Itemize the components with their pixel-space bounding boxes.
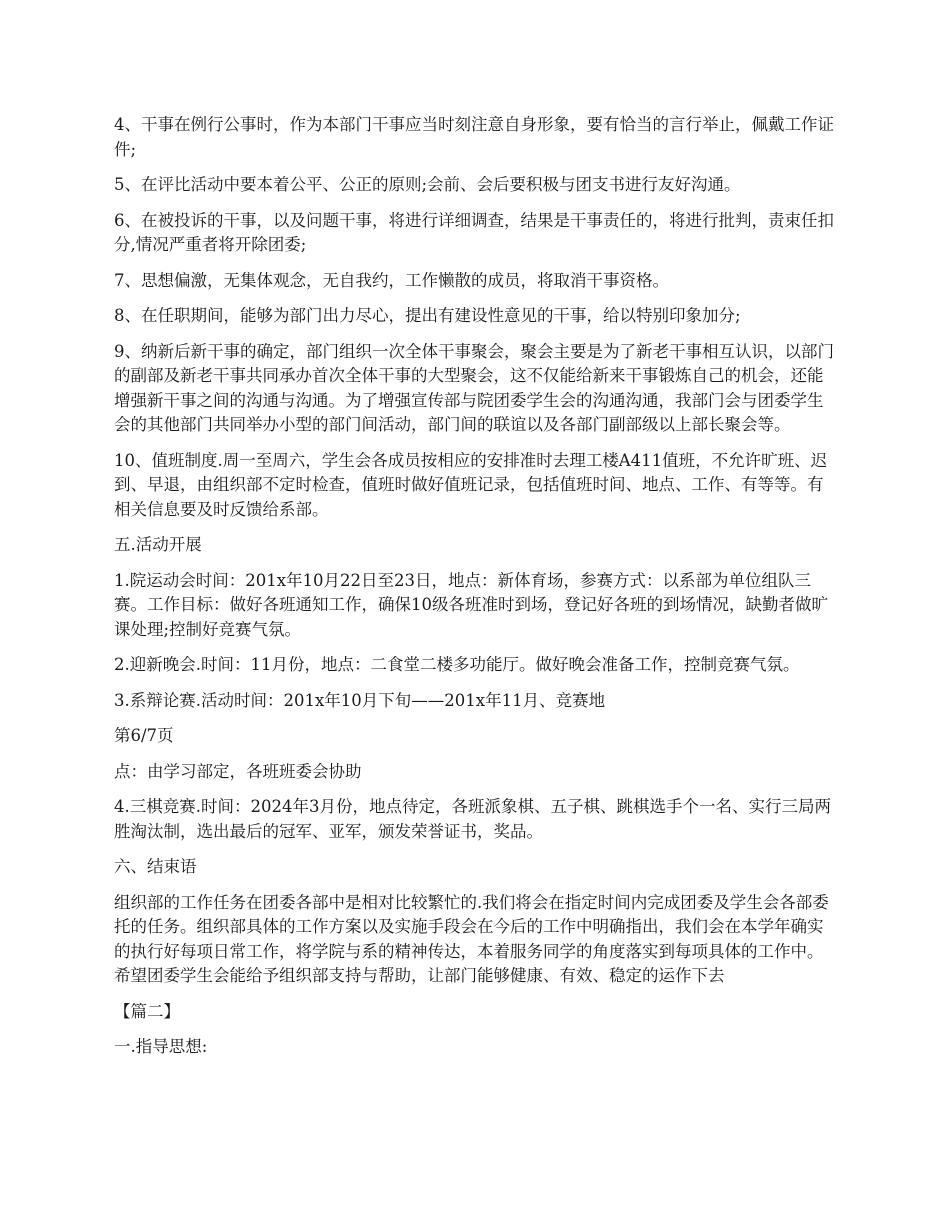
activity-item-2: 2.迎新晚会.时间：11月份，地点：二食堂二楼多功能厅。做好晚会准备工作，控制竞赛气氛。 bbox=[114, 655, 800, 674]
section-heading-conclusion: 六、结束语 bbox=[114, 857, 197, 876]
page-number: 第6/7页 bbox=[114, 726, 174, 745]
document-body bbox=[114, 113, 839, 1071]
activity-item-3-continued: 点：由学习部定，各班班委会协助 bbox=[114, 761, 362, 781]
rule-item-4: 4、干事在例行公事时，作为本部门干事应当时刻注意自身形象，要有恰当的言行举止，佩戴工作证件; bbox=[114, 115, 834, 159]
rule-item-7: 7、思想偏激，无集体观念，无自我约，工作懒散的成员，将取消干事资格。 bbox=[114, 270, 669, 290]
rule-item-6: 6、在被投诉的干事，以及问题干事，将进行详细调查，结果是干事责任的，将进行批判，责束任扣分,情况严重者将开除团委; bbox=[114, 210, 834, 254]
activity-item-1: 1.院运动会时间：201x年10月22日至23日，地点：新体育场，参赛方式：以系部为单位组队三赛。工作目标：做好各班通知工作，确保10级各班准时到场，登记好各班的到场情况，缺勤者做旷课处理;控制好竞赛气氛。 bbox=[114, 570, 828, 639]
rule-item-10: 10、值班制度.周一至周六，学生会各成员按相应的安排准时去理工楼A411值班，不允许旷班、迟到、早退，由组织部不定时检查，值班时做好值班记录，包括值班时间、地点、工作、有等等。有相关信息要及时反馈给系部。 bbox=[114, 450, 828, 519]
guiding-thought-heading: 一.指导思想: bbox=[114, 1037, 208, 1056]
rule-item-9: 9、纳新后新干事的确定，部门组织一次全体干事聚会，聚会主要是为了新老干事相互认识，以部门的副部及新老干事共同承办首次全体干事的大型聚会，这不仅能给新来干事锻炼自己的机会，还能增强新干事之间的沟通与沟通。为了增强宣传部与院团委学生会的沟通沟通，我部门会与团委学生会的其他部门共同举办小型的部门间活动，部门间的联谊以及各部门副部级以上部长聚会等。 bbox=[114, 341, 834, 434]
rule-item-8: 8、在任职期间，能够为部门出力尽心，提出有建设性意见的干事，给以特别印象加分; bbox=[114, 306, 741, 325]
rule-item-5: 5、在评比活动中要本着公平、公正的原则;会前、会后要积极与团支书进行友好沟通。 bbox=[114, 175, 741, 194]
section-heading-activities: 五.活动开展 bbox=[114, 535, 202, 554]
part-two-heading: 【篇二】 bbox=[114, 1001, 180, 1021]
activity-item-4: 4.三棋竞赛.时间：2024年3月份，地点待定，各班派象棋、五子棋、跳棋选手个一名、实行三局两胜淘汰制，选出最后的冠军、亚军，颁发荣誉证书，奖品。 bbox=[114, 797, 831, 841]
conclusion-paragraph: 组织部的工作任务在团委各部中是相对比较繁忙的.我们将会在指定时间内完成团委及学生会各部委托的任务。组织部具体的工作方案以及实施手段会在今后的工作中明确指出，我们会在本学年确实的执行好每项日常工作，将学院与系的精神传达，本着服务同学的角度落实到每项具体的工作中。希望团委学生会能给予组织部支持与帮助，让部门能够健康、有效、稳定的运作下去 bbox=[114, 892, 829, 985]
activity-item-3: 3.系辩论赛.活动时间：201x年10月下旬——201x年11月、竞赛地 bbox=[114, 690, 606, 710]
